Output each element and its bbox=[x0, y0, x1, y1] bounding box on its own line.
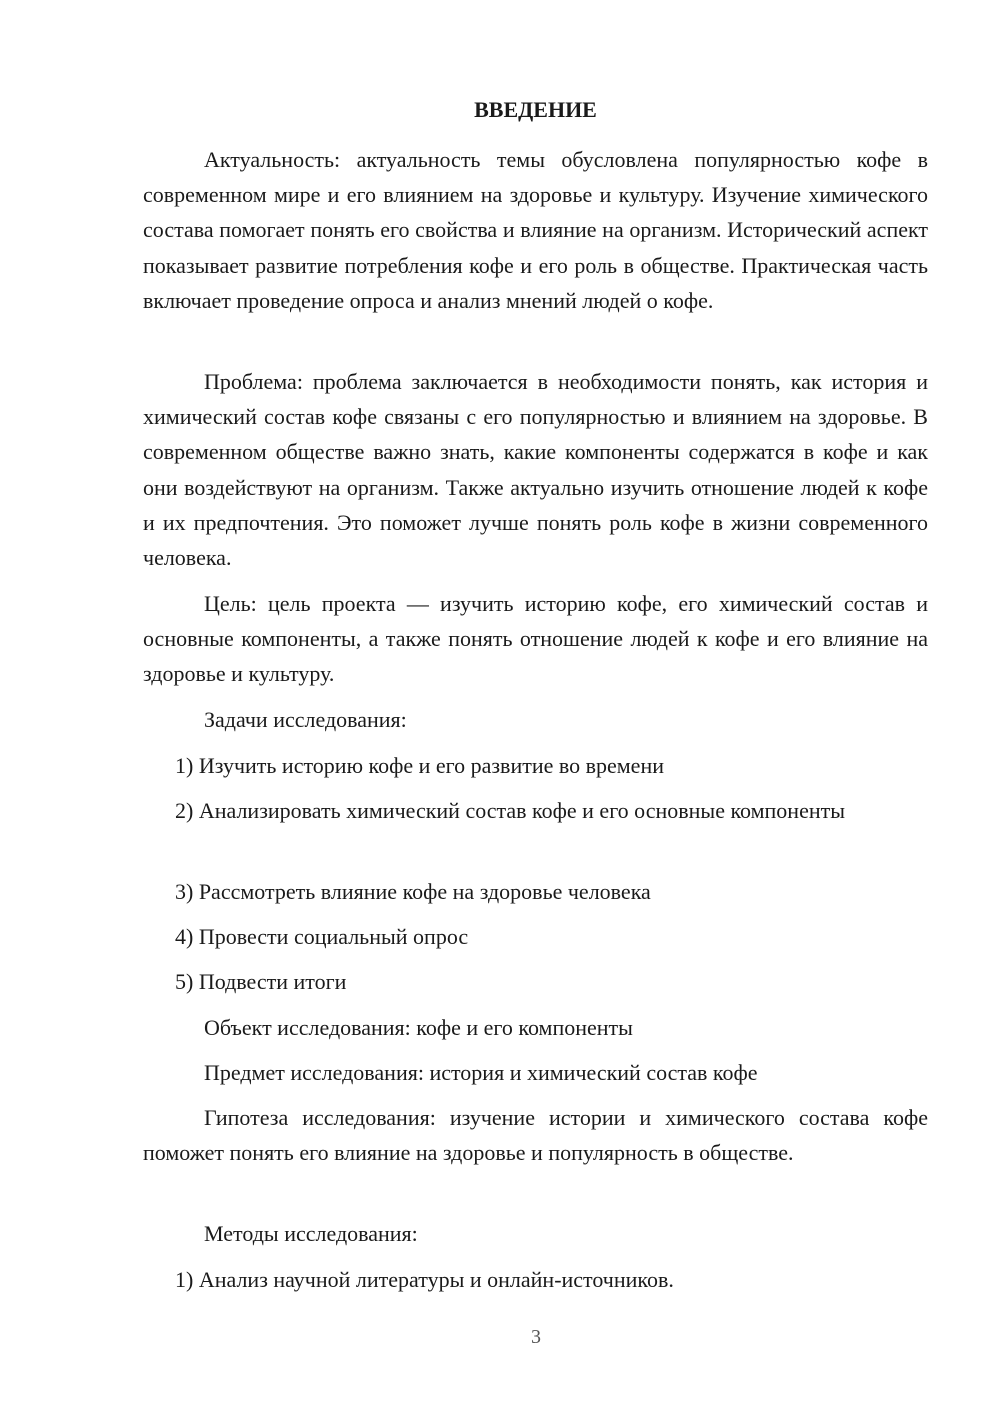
page-title: ВВЕДЕНИЕ bbox=[474, 97, 597, 122]
hypothesis-paragraph: Гипотеза исследования: изучение истории и химического состава кофе поможет понять его влияние на здоровье и популярность в обществе. bbox=[143, 1105, 928, 1166]
goal-paragraph: Цель: цель проекта — изучить историю кофе, его химический состав и основные компоненты, а также понять отношение людей к кофе и его влияние на здоровье и культуру. bbox=[143, 591, 928, 687]
tasks-heading: Задачи исследования: bbox=[204, 707, 407, 732]
task-item-3: 3) Рассмотреть влияние кофе на здоровье человека bbox=[175, 879, 651, 904]
page-number: 3 bbox=[531, 1326, 541, 1348]
task-item-2: 2) Анализировать химический состав кофе и его основные компоненты bbox=[175, 798, 846, 823]
task-item-4: 4) Провести социальный опрос bbox=[175, 924, 469, 949]
research-subject: Предмет исследования: история и химический состав кофе bbox=[204, 1060, 758, 1085]
method-item-1: 1) Анализ научной литературы и онлайн-источников. bbox=[175, 1267, 674, 1292]
methods-heading: Методы исследования: bbox=[204, 1221, 418, 1246]
research-object: Объект исследования: кофе и его компоненты bbox=[204, 1015, 633, 1040]
task-item-5: 5) Подвести итоги bbox=[175, 969, 347, 994]
relevance-paragraph: Актуальность: актуальность темы обусловлена популярностью кофе в современном мире и его влиянием на здоровье и культуру. Изучение химического состава помогает понять его свойства и влияние на организм. Исторический аспект показывает развитие потребления кофе и его роль в обществе. Практическая часть включает проведение опроса и анализ мнений людей о кофе. bbox=[143, 147, 928, 313]
problem-paragraph: Проблема: проблема заключается в необходимости понять, как история и химический состав кофе связаны с его популярностью и влиянием на здоровье. В современном обществе важно знать, какие компоненты содержатся в кофе и как они воздействуют на организм. Также актуально изучить отношение людей к кофе и их предпочтения. Это поможет лучше понять роль кофе в жизни современного человека. bbox=[143, 369, 928, 571]
task-item-1: 1) Изучить историю кофе и его развитие во времени bbox=[175, 753, 664, 778]
